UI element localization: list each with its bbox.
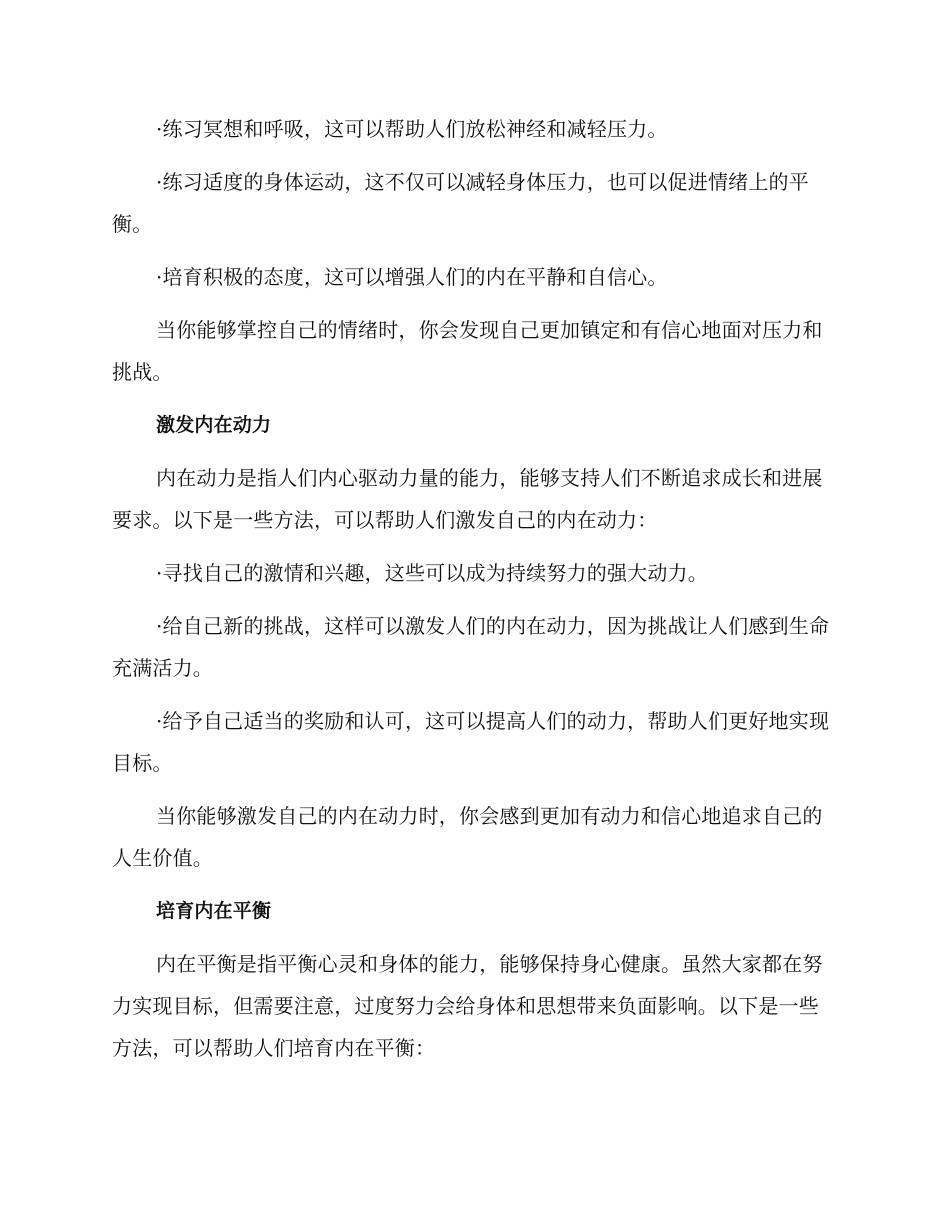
bullet-passion: ·寻找自己的激情和兴趣，这些可以成为持续努力的强大动力。 xyxy=(156,561,708,585)
motivation-summary-paragraph: 当你能够激发自己的内在动力时，你会感到更加有动力和信心地追求自己的人生价值。 xyxy=(112,804,823,870)
section-heading-balance: 培育内在平衡 xyxy=(156,900,272,922)
bullet-exercise: ·练习适度的身体运动，这不仅可以减轻身体压力，也可以促进情绪上的平衡。 xyxy=(112,170,809,236)
bullet-challenge: ·给自己新的挑战，这样可以激发人们的内在动力，因为挑战让人们感到生命充满活力。 xyxy=(112,614,830,680)
bullet-meditation: ·练习冥想和呼吸，这可以帮助人们放松神经和减轻压力。 xyxy=(156,117,668,141)
section-heading-motivation: 激发内在动力 xyxy=(156,414,272,436)
bullet-reward: ·给予自己适当的奖励和认可，这可以提高人们的动力，帮助人们更好地实现目标。 xyxy=(112,709,830,775)
bullet-attitude: ·培育积极的态度，这可以增强人们的内在平静和自信心。 xyxy=(156,265,668,289)
motivation-intro-paragraph: 内在动力是指人们内心驱动力量的能力，能够支持人们不断追求成长和进展要求。以下是一些方法，可以帮助人们激发自己的内在动力： xyxy=(112,466,823,532)
emotion-summary-paragraph: 当你能够掌控自己的情绪时，你会发现自己更加镇定和有信心地面对压力和挑战。 xyxy=(112,318,823,384)
document-body xyxy=(112,108,830,1080)
balance-intro-paragraph: 内在平衡是指平衡心灵和身体的能力，能够保持身心健康。虽然大家都在努力实现目标，但需要注意，过度努力会给身体和思想带来负面影响。以下是一些方法，可以帮助人们培育内在平衡： xyxy=(112,952,823,1060)
